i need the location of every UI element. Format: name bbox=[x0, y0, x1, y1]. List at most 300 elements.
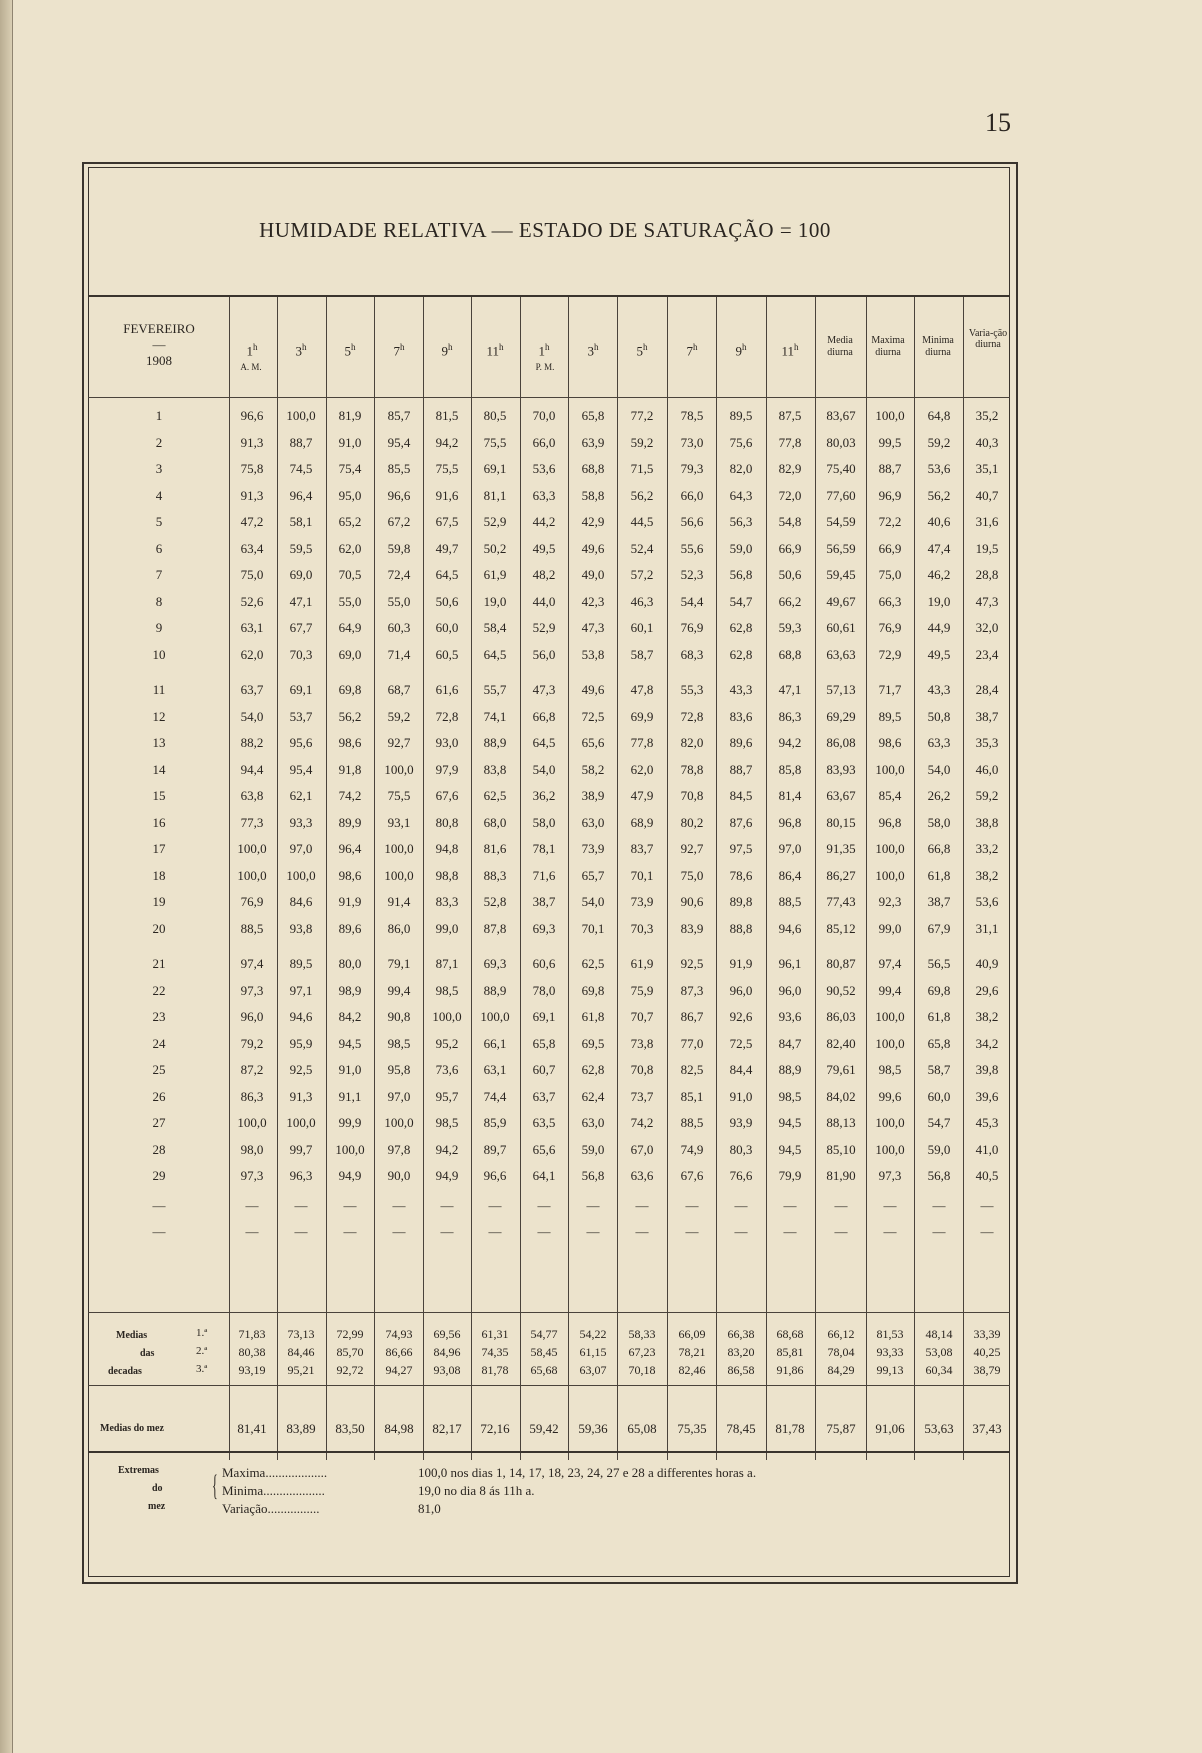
table-cell: 62,8 bbox=[729, 620, 753, 635]
decada-cell: 84,29 bbox=[827, 1363, 855, 1377]
table-cell: 65,8 bbox=[927, 1035, 951, 1051]
row-day: 18 bbox=[152, 867, 166, 883]
table-cell: — bbox=[883, 1197, 897, 1213]
table-cell: 88,9 bbox=[483, 735, 507, 750]
table-cell: 100,0 bbox=[875, 761, 905, 777]
table-cell: 83,93 bbox=[826, 761, 856, 777]
table-cell: 73,9 bbox=[581, 841, 605, 856]
table-cell: 78,1 bbox=[532, 841, 556, 856]
page-number: 15 bbox=[985, 108, 1011, 137]
table-cell: 75,0 bbox=[680, 867, 704, 883]
table-cell: 97,5 bbox=[729, 841, 753, 856]
table-cell: 66,1 bbox=[483, 1035, 507, 1051]
table-cell: 62,0 bbox=[338, 540, 362, 556]
table-row bbox=[94, 921, 1004, 941]
table-row bbox=[94, 735, 1004, 755]
table-cell: 28,4 bbox=[975, 682, 999, 697]
table-cell: — bbox=[245, 1224, 259, 1239]
table-cell: — bbox=[392, 1224, 406, 1239]
table-cell: 56,8 bbox=[581, 1168, 605, 1183]
decada-cell: 78,04 bbox=[827, 1345, 855, 1359]
table-cell: 95,0 bbox=[338, 487, 362, 503]
decada-cell: 61,31 bbox=[481, 1327, 509, 1341]
table-cell: 93,1 bbox=[387, 814, 411, 830]
decada-cell: 74,35 bbox=[481, 1345, 509, 1359]
table-cell: 42,3 bbox=[581, 593, 605, 609]
table-cell: 62,5 bbox=[581, 956, 605, 971]
table-cell: 80,3 bbox=[729, 1141, 753, 1157]
table-row bbox=[94, 956, 1004, 976]
table-cell: 83,3 bbox=[435, 894, 459, 909]
table-cell: 19,0 bbox=[927, 593, 951, 609]
table-cell: — bbox=[734, 1197, 748, 1213]
table-cell: 67,6 bbox=[435, 788, 459, 803]
decada-cell: 78,21 bbox=[678, 1345, 706, 1359]
table-cell: — bbox=[734, 1224, 748, 1239]
table-row bbox=[94, 1142, 1004, 1162]
table-cell: 32,0 bbox=[975, 620, 999, 635]
table-cell: 94,8 bbox=[435, 841, 459, 856]
table-cell: 70,1 bbox=[630, 867, 654, 883]
table-cell: 50,6 bbox=[778, 567, 802, 582]
table-cell: 99,0 bbox=[435, 920, 459, 936]
table-cell: 86,3 bbox=[240, 1088, 264, 1104]
decada-cell: 99,13 bbox=[876, 1363, 904, 1377]
table-cell: 49,67 bbox=[826, 593, 856, 609]
row-day: 27 bbox=[152, 1115, 166, 1130]
table-cell: 58,8 bbox=[581, 487, 605, 503]
table-cell: 95,4 bbox=[387, 434, 411, 450]
header-hour-11: 9$^h$ bbox=[735, 342, 747, 359]
mez-top-rule bbox=[88, 1385, 1010, 1386]
table-cell: 63,3 bbox=[927, 735, 951, 750]
table-cell: 75,5 bbox=[483, 434, 507, 450]
table-cell: 59,2 bbox=[630, 434, 654, 450]
table-cell: 50,2 bbox=[483, 540, 507, 556]
table-cell: 54,4 bbox=[680, 593, 704, 609]
table-cell: 89,5 bbox=[878, 708, 902, 724]
table-cell: 97,0 bbox=[387, 1088, 411, 1104]
table-cell: 62,4 bbox=[581, 1088, 605, 1104]
table-cell: 100,0 bbox=[335, 1141, 365, 1157]
table-cell: 75,5 bbox=[435, 461, 459, 476]
table-cell: 100,0 bbox=[875, 841, 905, 856]
table-cell: 58,7 bbox=[927, 1062, 951, 1077]
table-cell: 99,4 bbox=[387, 982, 411, 998]
table-cell: 97,4 bbox=[240, 956, 264, 971]
table-cell: 50,8 bbox=[927, 708, 951, 724]
table-cell: 72,0 bbox=[778, 487, 802, 503]
table-cell: 94,2 bbox=[778, 735, 802, 750]
table-cell: 95,9 bbox=[289, 1035, 313, 1051]
row-day: 1 bbox=[155, 408, 163, 423]
table-cell: 49,5 bbox=[927, 646, 951, 662]
table-cell: 72,8 bbox=[680, 708, 704, 724]
table-row bbox=[94, 1168, 1004, 1188]
das-label: das bbox=[140, 1348, 155, 1359]
table-cell: 88,5 bbox=[778, 894, 802, 909]
table-cell: 70,0 bbox=[532, 408, 556, 423]
table-cell: 99,9 bbox=[338, 1115, 362, 1130]
table-cell: — bbox=[635, 1197, 649, 1213]
table-cell: 56,2 bbox=[927, 487, 951, 503]
table-cell: 80,15 bbox=[826, 814, 856, 830]
table-cell: 88,8 bbox=[729, 920, 753, 936]
table-row bbox=[94, 983, 1004, 1003]
table-cell: 95,8 bbox=[387, 1062, 411, 1077]
table-cell: 73,0 bbox=[680, 434, 704, 450]
table-cell: 52,3 bbox=[680, 567, 704, 582]
table-cell: — bbox=[635, 1224, 649, 1239]
table-cell: 93,0 bbox=[435, 735, 459, 750]
table-cell: 96,6 bbox=[483, 1168, 507, 1183]
decada-cell: 85,70 bbox=[336, 1345, 364, 1359]
table-cell: 91,3 bbox=[289, 1088, 313, 1104]
row-day: 20 bbox=[152, 920, 166, 936]
table-cell: 96,6 bbox=[387, 487, 411, 503]
row-day: 4 bbox=[155, 487, 163, 503]
table-cell: 61,6 bbox=[435, 682, 459, 697]
table-cell: 57,13 bbox=[826, 682, 856, 697]
table-cell: 92,5 bbox=[289, 1062, 313, 1077]
table-cell: 44,9 bbox=[927, 620, 951, 635]
decada-cell: 73,13 bbox=[287, 1327, 315, 1341]
table-cell: 74,9 bbox=[680, 1141, 704, 1157]
medias-mez-cell: 82,17 bbox=[432, 1421, 462, 1436]
row-day: 26 bbox=[152, 1088, 166, 1104]
row-day: 16 bbox=[152, 814, 166, 830]
table-cell: 68,7 bbox=[387, 682, 411, 697]
table-cell: 89,6 bbox=[338, 920, 362, 936]
table-cell: 98,5 bbox=[878, 1062, 902, 1077]
table-cell: 100,0 bbox=[384, 761, 414, 777]
table-cell: 62,1 bbox=[289, 788, 313, 803]
table-cell: 100,0 bbox=[480, 1009, 510, 1024]
table-row bbox=[94, 488, 1004, 508]
extremas-item-value: 81,0 bbox=[418, 1501, 441, 1516]
table-cell: 90,6 bbox=[680, 894, 704, 909]
table-cell: 56,59 bbox=[826, 540, 856, 556]
table-cell: 90,0 bbox=[387, 1168, 411, 1183]
table-cell: 89,5 bbox=[289, 956, 313, 971]
table-cell: 63,8 bbox=[240, 788, 264, 803]
decada-cell: 93,19 bbox=[238, 1363, 266, 1377]
table-title: HUMIDADE RELATIVA — ESTADO DE SATURAÇÃO = 100 bbox=[259, 218, 831, 242]
table-cell: 56,0 bbox=[532, 646, 556, 662]
table-cell: 53,7 bbox=[289, 708, 313, 724]
table-cell: 87,3 bbox=[680, 982, 704, 998]
table-cell: 47,3 bbox=[975, 593, 999, 609]
table-cell: 70,8 bbox=[680, 788, 704, 803]
table-cell: 69,0 bbox=[338, 646, 362, 662]
table-cell: 68,8 bbox=[581, 461, 605, 476]
header-hour-8: 3$^h$ bbox=[587, 342, 599, 359]
table-row bbox=[94, 841, 1004, 861]
table-cell: — bbox=[440, 1197, 454, 1213]
table-cell: 88,9 bbox=[483, 982, 507, 998]
table-cell: 81,90 bbox=[826, 1168, 856, 1183]
table-cell: 42,9 bbox=[581, 514, 605, 529]
table-cell: 96,8 bbox=[878, 814, 902, 830]
table-row bbox=[94, 1009, 1004, 1029]
table-cell: 96,8 bbox=[778, 814, 802, 830]
table-cell: 58,7 bbox=[630, 646, 654, 662]
table-cell: 72,4 bbox=[387, 567, 411, 582]
extremas-brace: { bbox=[212, 1469, 218, 1502]
table-row bbox=[94, 541, 1004, 561]
table-cell: 100,0 bbox=[875, 1009, 905, 1024]
decada-cell: 93,08 bbox=[433, 1363, 461, 1377]
decada-row bbox=[94, 1345, 1004, 1365]
table-cell: 63,7 bbox=[532, 1088, 556, 1104]
table-cell: 93,3 bbox=[289, 814, 313, 830]
table-cell: 70,1 bbox=[581, 920, 605, 936]
header-hour-1: 1$^h$ bbox=[246, 342, 258, 359]
table-cell: 84,5 bbox=[729, 788, 753, 803]
table-cell: 80,2 bbox=[680, 814, 704, 830]
table-cell: 96,0 bbox=[729, 982, 753, 998]
table-cell: 63,6 bbox=[630, 1168, 654, 1183]
medias-mez-cell: 53,63 bbox=[924, 1421, 954, 1436]
table-cell: 47,3 bbox=[532, 682, 556, 697]
table-cell: 99,0 bbox=[878, 920, 902, 936]
table-cell: 91,0 bbox=[338, 434, 362, 450]
table-cell: 75,0 bbox=[878, 567, 902, 582]
table-cell: 71,7 bbox=[878, 682, 902, 697]
table-cell: 97,3 bbox=[240, 1168, 264, 1183]
row-day: 8 bbox=[155, 593, 163, 609]
table-cell: 56,3 bbox=[729, 514, 753, 529]
table-cell: 55,0 bbox=[387, 593, 411, 609]
table-row bbox=[94, 461, 1004, 481]
table-cell: 44,0 bbox=[532, 593, 556, 609]
table-cell: 88,13 bbox=[826, 1115, 856, 1130]
table-cell: 79,9 bbox=[778, 1168, 802, 1183]
header-hour-5: 9$^h$ bbox=[441, 342, 453, 359]
row-day: 19 bbox=[152, 894, 166, 909]
table-cell: 89,6 bbox=[729, 735, 753, 750]
decada-cell: 53,08 bbox=[925, 1345, 953, 1359]
table-cell: 63,67 bbox=[826, 788, 856, 803]
table-cell: 100,0 bbox=[875, 1035, 905, 1051]
table-cell: 59,8 bbox=[387, 540, 411, 556]
table-cell: 52,9 bbox=[532, 620, 556, 635]
table-cell: 91,0 bbox=[729, 1088, 753, 1104]
table-cell: 97,9 bbox=[435, 761, 459, 777]
table-cell: 29,6 bbox=[975, 982, 999, 998]
table-row bbox=[94, 647, 1004, 667]
table-cell: — bbox=[834, 1197, 848, 1213]
medias-mez-cell: 78,45 bbox=[726, 1421, 756, 1436]
table-cell: 38,8 bbox=[975, 814, 999, 830]
table-cell: 64,3 bbox=[729, 487, 753, 503]
table-cell: 60,5 bbox=[435, 646, 459, 662]
decada-cell: 60,34 bbox=[925, 1363, 953, 1377]
extremas-item-name: Variação................ bbox=[222, 1501, 320, 1516]
table-row bbox=[94, 788, 1004, 808]
table-cell: 74,2 bbox=[338, 788, 362, 803]
table-cell: 96,0 bbox=[778, 982, 802, 998]
table-cell: 67,7 bbox=[289, 620, 313, 635]
table-cell: 97,3 bbox=[878, 1168, 902, 1183]
table-cell: 94,6 bbox=[778, 920, 802, 936]
table-cell: 56,8 bbox=[927, 1168, 951, 1183]
decada-row bbox=[94, 1363, 1004, 1383]
table-cell: 100,0 bbox=[237, 1115, 267, 1130]
medias-mez-cell: 59,36 bbox=[578, 1421, 608, 1436]
table-cell: 80,5 bbox=[483, 408, 507, 423]
table-cell: 82,40 bbox=[826, 1035, 856, 1051]
table-cell: 47,1 bbox=[778, 682, 802, 697]
table-row bbox=[94, 1115, 1004, 1135]
table-cell: 100,0 bbox=[875, 1141, 905, 1157]
table-cell: 43,3 bbox=[927, 682, 951, 697]
table-cell: 100,0 bbox=[432, 1009, 462, 1024]
decada-cell: 94,27 bbox=[385, 1363, 413, 1377]
table-cell: 23,4 bbox=[975, 646, 999, 662]
table-cell: 19,5 bbox=[975, 540, 999, 556]
table-cell: 81,1 bbox=[483, 487, 507, 503]
header-hour-3: 5$^h$ bbox=[344, 342, 356, 359]
table-cell: — bbox=[685, 1197, 699, 1213]
table-cell: 40,6 bbox=[927, 514, 951, 529]
table-cell: 44,5 bbox=[630, 514, 654, 529]
row-day: 24 bbox=[152, 1035, 166, 1051]
row-day: 21 bbox=[152, 956, 166, 971]
extremas-label-1: Extremas bbox=[118, 1465, 159, 1476]
table-cell: 76,6 bbox=[729, 1168, 753, 1183]
table-row bbox=[94, 408, 1004, 428]
table-cell: 63,1 bbox=[483, 1062, 507, 1077]
table-cell: 85,9 bbox=[483, 1115, 507, 1130]
table-cell: 88,7 bbox=[289, 434, 313, 450]
table-cell: 98,9 bbox=[338, 982, 362, 998]
table-cell: 71,5 bbox=[630, 461, 654, 476]
table-cell: 49,0 bbox=[581, 567, 605, 582]
table-cell: 61,9 bbox=[630, 956, 654, 971]
table-cell: 75,6 bbox=[729, 434, 753, 450]
table-cell: 64,5 bbox=[483, 646, 507, 662]
table-cell: 39,8 bbox=[975, 1062, 999, 1077]
table-cell: 61,8 bbox=[581, 1009, 605, 1024]
table-cell: 41,0 bbox=[975, 1141, 999, 1157]
table-cell: 97,0 bbox=[778, 841, 802, 856]
table-cell: 88,7 bbox=[878, 461, 902, 476]
table-cell: 96,3 bbox=[289, 1168, 313, 1183]
table-cell: 47,1 bbox=[289, 593, 313, 609]
table-cell: — bbox=[783, 1224, 797, 1239]
table-cell: 40,9 bbox=[975, 956, 999, 971]
table-cell: 71,4 bbox=[387, 646, 411, 662]
table-cell: 73,9 bbox=[630, 894, 654, 909]
table-cell: 96,4 bbox=[338, 841, 362, 856]
header-maxima: Maxima diurna bbox=[871, 335, 905, 358]
table-cell: 60,3 bbox=[387, 620, 411, 635]
table-cell: 100,0 bbox=[875, 867, 905, 883]
table-cell: 79,2 bbox=[240, 1035, 264, 1051]
medias-mez-cell: 81,41 bbox=[237, 1421, 267, 1436]
table-cell: 67,9 bbox=[927, 920, 951, 936]
medias-mez-cell: 81,78 bbox=[775, 1421, 805, 1436]
table-cell: 88,5 bbox=[240, 920, 264, 936]
table-row bbox=[94, 594, 1004, 614]
table-cell: 63,9 bbox=[581, 434, 605, 450]
table-cell: — bbox=[343, 1224, 357, 1239]
table-cell: 96,9 bbox=[878, 487, 902, 503]
decada-cell: 40,25 bbox=[973, 1345, 1001, 1359]
table-cell: 69,1 bbox=[532, 1009, 556, 1024]
table-cell: 38,2 bbox=[975, 867, 999, 883]
table-cell: 76,9 bbox=[240, 894, 264, 909]
table-cell: 69,5 bbox=[581, 1035, 605, 1051]
table-cell: 69,8 bbox=[927, 982, 951, 998]
table-cell: 46,3 bbox=[630, 593, 654, 609]
table-cell: 65,8 bbox=[532, 1035, 556, 1051]
table-cell: 52,4 bbox=[630, 540, 654, 556]
table-cell: 80,03 bbox=[826, 434, 856, 450]
table-cell: 68,8 bbox=[778, 646, 802, 662]
table-cell: 39,6 bbox=[975, 1088, 999, 1104]
decada-cell: 91,86 bbox=[776, 1363, 804, 1377]
table-cell: — bbox=[834, 1224, 848, 1239]
table-cell: 67,5 bbox=[435, 514, 459, 529]
table-cell: 49,6 bbox=[581, 682, 605, 697]
table-cell: 63,5 bbox=[532, 1115, 556, 1130]
table-cell: 54,0 bbox=[927, 761, 951, 777]
table-cell: 75,40 bbox=[826, 461, 856, 476]
table-cell: 100,0 bbox=[237, 867, 267, 883]
table-cell: 45,3 bbox=[975, 1115, 999, 1130]
table-row bbox=[94, 1224, 1004, 1244]
table-cell: 60,6 bbox=[532, 956, 556, 971]
table-cell: 38,7 bbox=[975, 708, 999, 724]
table-cell: 68,0 bbox=[483, 814, 507, 830]
header-hour-2: 3$^h$ bbox=[295, 342, 307, 359]
table-cell: 92,7 bbox=[387, 735, 411, 750]
table-cell: 100,0 bbox=[384, 1115, 414, 1130]
table-cell: 69,8 bbox=[581, 982, 605, 998]
table-cell: 59,5 bbox=[289, 540, 313, 556]
table-cell: 87,8 bbox=[483, 920, 507, 936]
header-am: A. M. bbox=[240, 362, 262, 372]
decada-cell: 92,72 bbox=[336, 1363, 364, 1377]
table-cell: 97,3 bbox=[240, 982, 264, 998]
table-cell: 98,5 bbox=[435, 982, 459, 998]
table-cell: 55,3 bbox=[680, 682, 704, 697]
table-cell: 71,6 bbox=[532, 867, 556, 883]
decadas-label: decadas bbox=[108, 1366, 142, 1377]
table-cell: 73,7 bbox=[630, 1088, 654, 1104]
decada-cell: 93,33 bbox=[876, 1345, 904, 1359]
table-cell: 40,7 bbox=[975, 487, 999, 503]
header-month: FEVEREIRO bbox=[123, 321, 195, 336]
table-cell: 53,6 bbox=[975, 894, 999, 909]
table-cell: 100,0 bbox=[286, 408, 316, 423]
table-cell: 77,60 bbox=[826, 487, 856, 503]
table-cell: — bbox=[586, 1197, 600, 1213]
table-cell: — bbox=[343, 1197, 357, 1213]
extremas-item-value: 19,0 no dia 8 ás 11h a. bbox=[418, 1483, 535, 1498]
table-cell: 46,0 bbox=[975, 761, 999, 777]
table-cell: 56,2 bbox=[630, 487, 654, 503]
table-cell: 62,8 bbox=[729, 646, 753, 662]
table-cell: 67,2 bbox=[387, 514, 411, 529]
decada-cell: 66,38 bbox=[727, 1327, 755, 1341]
table-cell: 96,4 bbox=[289, 487, 313, 503]
medias-mez-cell: 59,42 bbox=[529, 1421, 559, 1436]
table-row bbox=[94, 435, 1004, 455]
table-cell: 72,8 bbox=[435, 708, 459, 724]
